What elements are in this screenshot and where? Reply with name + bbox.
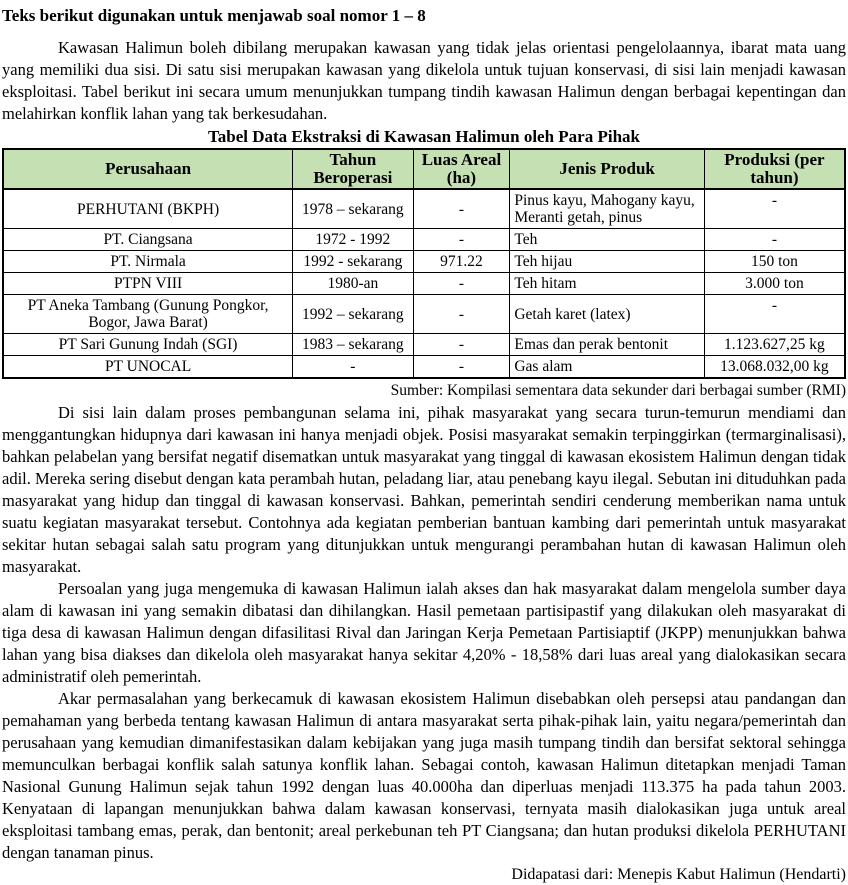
- table-row-nirmala: [3, 251, 845, 273]
- col-header-tahun-beroperasi: Tahun Beroperasi: [293, 149, 413, 189]
- cell-years: 1978 – sekarang: [293, 189, 413, 229]
- cell-product: Pinus kayu, Mahogany kayu, Meranti getah, pinus: [510, 189, 705, 229]
- cell-product: Teh hitam: [510, 273, 705, 295]
- col-header-produksi: Produksi (per tahun): [704, 149, 845, 189]
- table-source: Sumber: Kompilasi sementara data sekunder dari berbagai sumber (RMI): [390, 382, 846, 399]
- cell-company: PT UNOCAL: [3, 356, 293, 379]
- table-row-unocal: [3, 356, 845, 379]
- cell-years: 1972 - 1992: [293, 229, 413, 251]
- cell-area: -: [413, 273, 510, 295]
- table-header-row: [3, 149, 845, 189]
- paragraph-akar-masalah: Akar permasalahan yang berkecamuk di kawasan ekosistem Halimun disebabkan oleh persepsi atau pandangan dan pemahaman yang berbeda tentang kawasan Halimun di antara masyarakat serta pihak-pihak lain, yaitu negara/pemerintah dan perusahaan yang kemudian dimanifestasikan dalam kebijakan yang juga masih tumpang tindih dan bersifat sektoral sehingga memunculkan berbagai konflik salah satunya konflik lahan. Sebagai contoh, kawasan Halimun ditetapkan menjadi Taman Nasional Gunung Halimun sejak tahun 1992 dengan luas 40.000ha dan diperluas menjadi 113.375 ha pada tahun 2003. Kenyataan di lapangan menunjukkan bahwa dalam kawasan konservasi, ternyata masih dialokasikan juga untuk areal eksploitasi tambang emas, perak, dan bentonit; areal perkebunan teh PT Ciangsana; dan hutan produksi dikelola PERHUTANI dengan tanaman pinus.: [2, 689, 846, 862]
- cell-production: -: [704, 229, 845, 251]
- cell-company: PTPN VIII: [3, 273, 293, 295]
- cell-product: Teh: [510, 229, 705, 251]
- extraction-data-table: [2, 148, 846, 379]
- cell-area: -: [413, 229, 510, 251]
- table-title: Tabel Data Ekstraksi di Kawasan Halimun oleh Para Pihak: [207, 127, 640, 146]
- col-header-jenis-produk: Jenis Produk: [510, 149, 705, 189]
- cell-area: 971.22: [413, 251, 510, 273]
- cell-production: 150 ton: [704, 251, 845, 273]
- table-row-ciangsana: [3, 229, 845, 251]
- table-row-sari-gunung-indah: [3, 334, 845, 356]
- paragraph-marginalisasi: Di sisi lain dalam proses pembangunan selama ini, pihak masyarakat yang secara turun-temurun mendiami dan menggantungkan hidupnya dari kawasan ini hanya menjadi objek. Posisi masyarakat semakin terpinggirkan (termarginalisasi), bahkan pelabelan yang bersifat negatif disematkan untuk masyarakat yang tinggal di kawasan ekosistem Halimun dengan tidak adil. Mereka sering disebut dengan kata perambah hutan, peladang liar, atau penebang kayu ilegal. Sebutan ini dituduhkan pada masyarakat yang hidup dan tinggal di kawasan konservasi. Bahkan, pemerintah sendiri cenderung memberikan nama untuk suatu kegiatan masyarakat tersebut. Contohnya ada kegiatan pemberian bantuan kambing dari pemerintah untuk masyarakat sekitar hutan sebagai salah satu program yang ditunjukkan untuk mengurangi perambahan hutan di kawasan Halimun oleh masyarakat.: [2, 403, 846, 576]
- cell-product: Getah karet (latex): [510, 295, 705, 334]
- cell-area: -: [413, 189, 510, 229]
- footer-attribution: Didapatasi dari: Menepis Kabut Halimun (Hendarti): [511, 866, 846, 883]
- cell-production: 1.123.627,25 kg: [704, 334, 845, 356]
- cell-product: Gas alam: [510, 356, 705, 379]
- cell-area: -: [413, 295, 510, 334]
- col-header-luas-areal: Luas Areal (ha): [413, 149, 510, 189]
- cell-years: 1983 – sekarang: [293, 334, 413, 356]
- intro-heading: Teks berikut digunakan untuk menjawab soal nomor 1 – 8: [2, 6, 426, 25]
- cell-production: 3.000 ton: [704, 273, 845, 295]
- paragraph-intro: Kawasan Halimun boleh dibilang merupakan kawasan yang tidak jelas orientasi pengelolaannya, ibarat mata uang yang memiliki dua sisi. Di satu sisi merupakan kawasan yang dikelola untuk tujuan konservasi, di sisi lain menjadi kawasan eksploitasi. Tabel berikut ini secara umum menunjukkan tumpang tindih kawasan Halimun dengan berbagai kepentingan dan melahirkan konflik lahan yang tak berkesudahan.: [2, 38, 846, 123]
- cell-company: PT. Nirmala: [3, 251, 293, 273]
- cell-years: 1992 – sekarang: [293, 295, 413, 334]
- cell-product: Teh hijau: [510, 251, 705, 273]
- cell-product: Emas dan perak bentonit: [510, 334, 705, 356]
- table-row-aneka-tambang: [3, 295, 845, 334]
- cell-production: 13.068.032,00 kg: [704, 356, 845, 379]
- cell-years: 1992 - sekarang: [293, 251, 413, 273]
- cell-company: PT. Ciangsana: [3, 229, 293, 251]
- paragraph-akses: Persoalan yang juga mengemuka di kawasan Halimun ialah akses dan hak masyarakat dalam mengelola sumber daya alam di kawasan ini yang semakin dibatasi dan dihilangkan. Hasil pemetaan partisipastif yang dilakukan oleh masyarakat di tiga desa di kawasan Halimun dengan difasilitasi Rival dan Jaringan Kerja Pemetaan Partisiaptif (JKPP) menunjukkan bahwa lahan yang bisa diakses dan dikelola oleh masyarakat hanya sekitar 4,20% - 18,58% dari luas areal yang dialokasikan secara administratif oleh pemerintah.: [2, 579, 846, 686]
- cell-company: PT Sari Gunung Indah (SGI): [3, 334, 293, 356]
- col-header-perusahaan: Perusahaan: [3, 149, 293, 189]
- cell-area: -: [413, 356, 510, 379]
- table-row-ptpn: [3, 273, 845, 295]
- cell-company: PERHUTANI (BKPH): [3, 189, 293, 229]
- table-row-perhutani: [3, 189, 845, 229]
- cell-area: -: [413, 334, 510, 356]
- cell-years: 1980-an: [293, 273, 413, 295]
- cell-company: PT Aneka Tambang (Gunung Pongkor, Bogor, Jawa Barat): [3, 295, 293, 334]
- cell-production: -: [704, 189, 845, 229]
- cell-years: -: [293, 356, 413, 379]
- cell-production: -: [704, 295, 845, 334]
